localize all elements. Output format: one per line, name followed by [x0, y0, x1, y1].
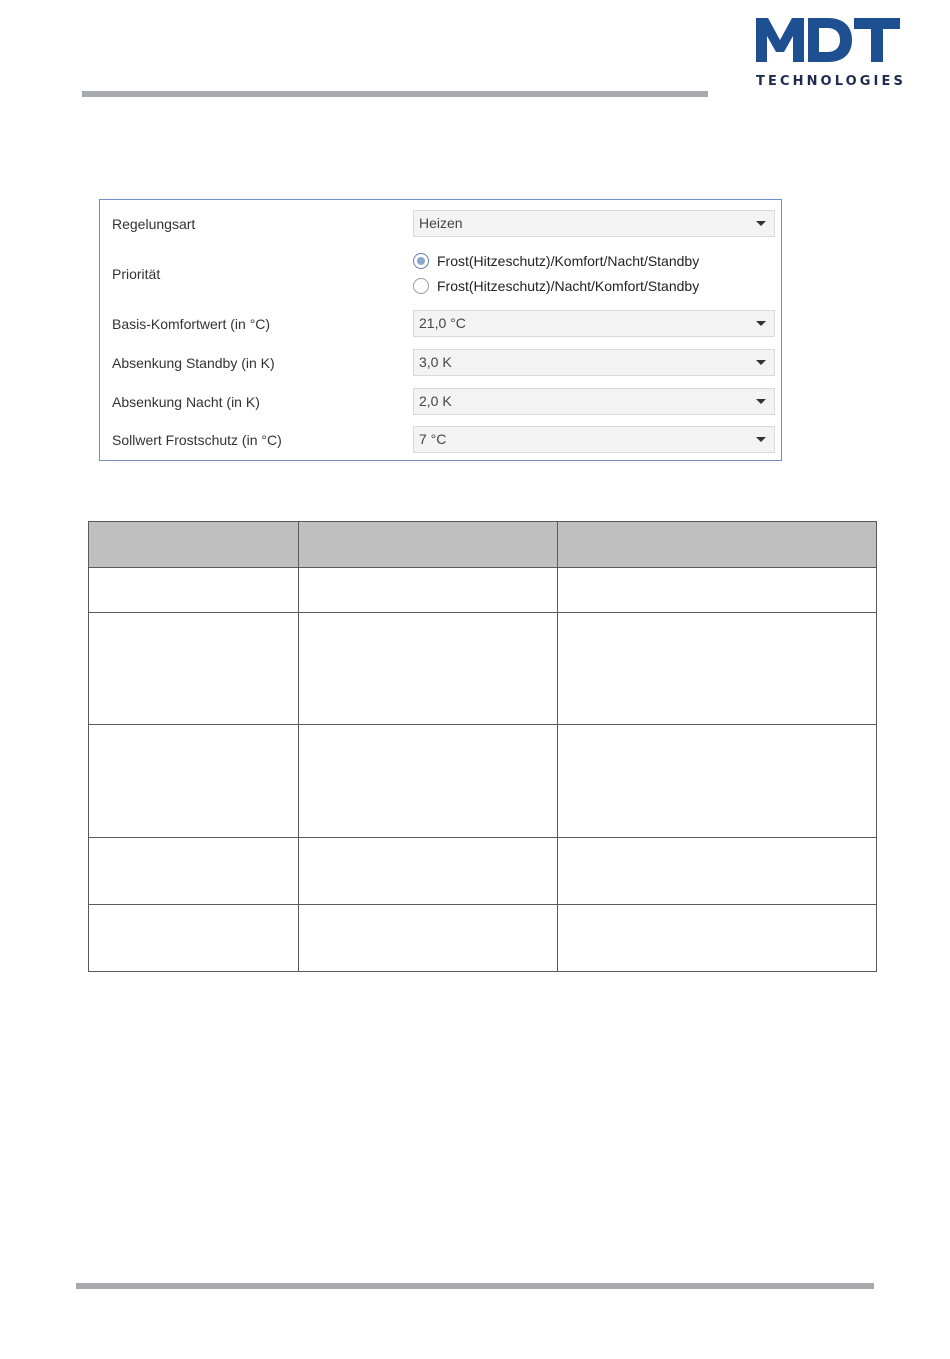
table-header-cell	[558, 522, 877, 568]
label-absenkung-standby: Absenkung Standby (in K)	[112, 355, 275, 371]
chevron-down-icon	[756, 437, 766, 442]
table-cell	[89, 568, 299, 613]
radio-unselected-icon[interactable]	[413, 278, 429, 294]
chevron-down-icon	[756, 360, 766, 365]
absenkung-standby-select[interactable]	[413, 349, 775, 376]
footer-divider	[76, 1283, 874, 1289]
table-header-row	[89, 522, 877, 568]
basis-komfortwert-select[interactable]	[413, 310, 775, 337]
label-basis-komfortwert: Basis-Komfortwert (in °C)	[112, 316, 271, 332]
table-cell	[89, 905, 299, 972]
table-row	[89, 613, 877, 725]
chevron-down-icon	[756, 399, 766, 404]
header-divider	[82, 91, 708, 97]
table-cell	[558, 613, 877, 725]
parameter-table	[88, 521, 877, 972]
table-cell	[89, 838, 299, 905]
table-cell	[558, 905, 877, 972]
table-cell	[89, 613, 299, 725]
table-cell	[558, 725, 877, 838]
table-cell	[299, 568, 558, 613]
absenkung-standby-value: 3,0 K	[419, 354, 452, 370]
table-cell	[299, 613, 558, 725]
logo-mark	[756, 18, 900, 68]
absenkung-nacht-select[interactable]	[413, 388, 775, 415]
table-cell	[558, 838, 877, 905]
table-row	[89, 905, 877, 972]
mdt-logo	[756, 18, 906, 92]
regelungsart-value: Heizen	[419, 215, 463, 231]
table-row	[89, 568, 877, 613]
radio-selected-icon[interactable]	[413, 253, 429, 269]
regelungsart-select[interactable]	[413, 210, 775, 237]
basis-komfortwert-value: 21,0 °C	[419, 315, 466, 331]
chevron-down-icon	[756, 321, 766, 326]
table-cell	[558, 568, 877, 613]
label-sollwert-frostschutz: Sollwert Frostschutz (in °C)	[112, 432, 282, 448]
sollwert-frostschutz-select[interactable]	[413, 426, 775, 453]
table-cell	[299, 725, 558, 838]
table-header-cell	[89, 522, 299, 568]
table-header-cell	[299, 522, 558, 568]
table-cell	[299, 838, 558, 905]
sollwert-frostschutz-value: 7 °C	[419, 431, 447, 447]
priority-option-2-label: Frost(Hitzeschutz)/Nacht/Komfort/Standby	[437, 278, 700, 294]
priority-option-1-label: Frost(Hitzeschutz)/Komfort/Nacht/Standby	[437, 253, 700, 269]
label-prioritaet: Priorität	[112, 266, 161, 282]
table-cell	[89, 725, 299, 838]
label-regelungsart: Regelungsart	[112, 216, 196, 232]
parameter-dialog	[99, 199, 782, 461]
absenkung-nacht-value: 2,0 K	[419, 393, 452, 409]
table-row	[89, 725, 877, 838]
priority-option-2[interactable]	[413, 276, 699, 296]
label-absenkung-nacht: Absenkung Nacht (in K)	[112, 394, 260, 410]
table-cell	[299, 905, 558, 972]
chevron-down-icon	[756, 221, 766, 226]
priority-option-1[interactable]	[413, 251, 699, 271]
logo-subtext: TECHNOLOGIES	[756, 74, 906, 89]
table-row	[89, 838, 877, 905]
